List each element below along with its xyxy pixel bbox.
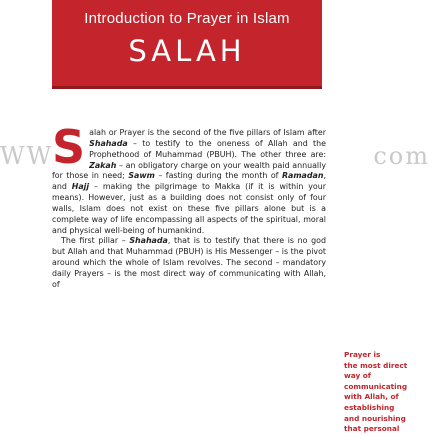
- pull-quote-line: that personal: [344, 424, 400, 434]
- pull-quote-line: Prayer is: [344, 350, 381, 359]
- banner-title: SALAH: [128, 34, 246, 68]
- pull-quote-line: the most direct: [344, 360, 408, 370]
- pull-quote-line: way of: [344, 371, 371, 381]
- text-run: , that is to testify that there is no god but Allah and that Muhammad (PBUH) is His Messenger – is the pivot around which the whole of Islam revolves. The second – mandatory daily Prayers – is the most direct way of communicating with Allah, of: [52, 236, 326, 289]
- emphasized-term: Shahada: [89, 138, 128, 148]
- pull-quote-line: communicating: [344, 381, 408, 391]
- text-run: – fasting during the month of: [154, 171, 282, 181]
- pull-quote-line: and nourishing: [344, 413, 406, 423]
- text-run: , and: [52, 171, 326, 192]
- article-paragraph-1: [52, 120, 327, 236]
- text-run: The first pillar –: [61, 236, 130, 246]
- emphasized-term: Ramadan: [281, 171, 324, 181]
- watermark-right: com: [373, 142, 430, 170]
- text-run: – an obligatory charge on your wealth paid annually for those in need;: [52, 160, 326, 181]
- article-paragraph-2: [52, 236, 326, 290]
- banner-subtitle: Introduction to Prayer in Islam: [84, 10, 290, 27]
- title-banner: [52, 0, 322, 89]
- emphasized-term: Hajj: [71, 182, 90, 192]
- text-run: – making the pilgrimage to Makka (if it is within your means). However, just as a building does not consist only of four walls, Islam does not exist on these five pillars alone but is a complete way of life encompassing all aspects of the spiritual, moral and physical well-being of humankind.: [52, 182, 327, 235]
- emphasized-term: Shahada: [129, 236, 168, 246]
- pull-quote-line: with Allah, of: [344, 392, 399, 402]
- text-run: – to testify to the oneness of Allah and the Prophethood of Muhammad (PBUH). The other three are:: [89, 138, 326, 159]
- pull-quote: [344, 350, 424, 435]
- text-run: alah or Prayer is the second of the five pillars of Islam after: [89, 128, 326, 137]
- emphasized-term: Zakah: [89, 160, 117, 170]
- pull-quote-line: establishing: [344, 402, 395, 412]
- watermark-left: WW: [0, 142, 54, 170]
- article-body: [52, 120, 327, 291]
- drop-cap: S: [52, 120, 86, 174]
- emphasized-term: Sawm: [128, 171, 155, 181]
